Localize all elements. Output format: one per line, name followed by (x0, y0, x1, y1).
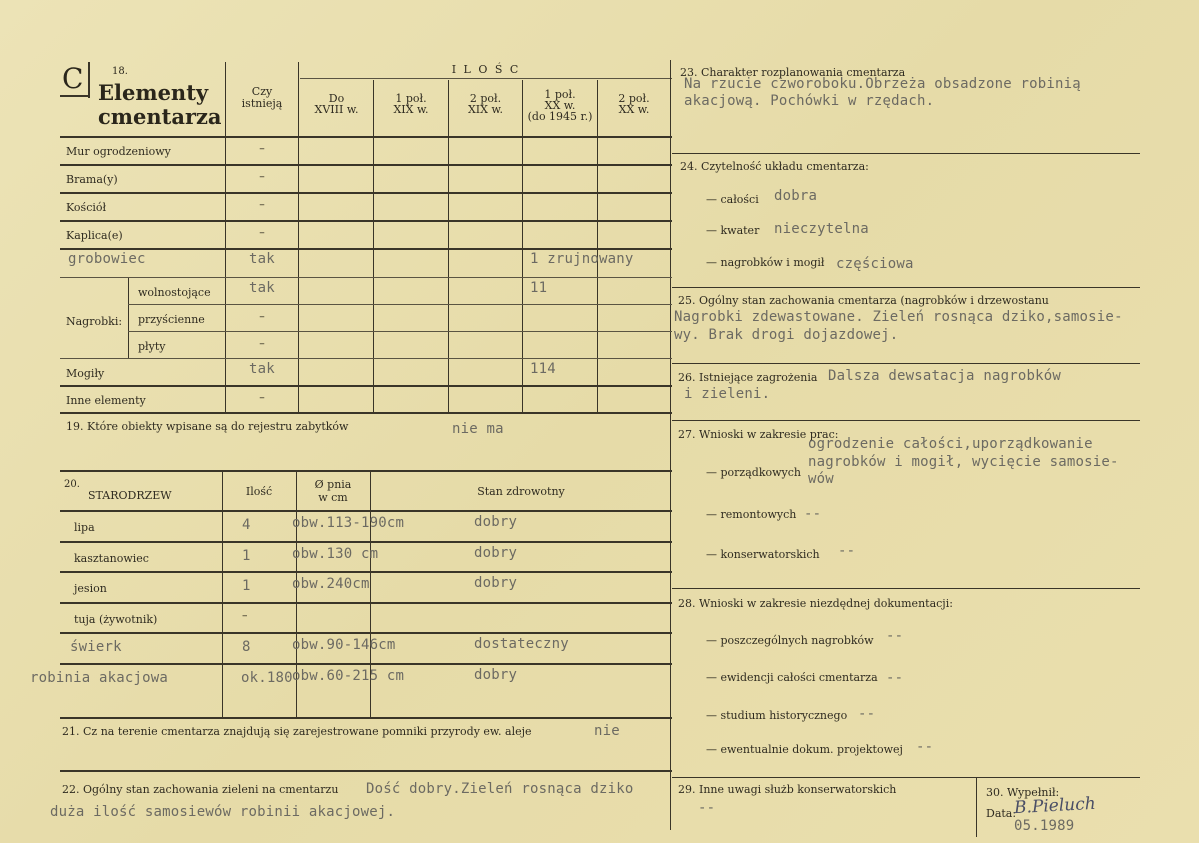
col-exists-header1: Czy (251, 85, 273, 98)
s28-item-ewidencji: — ewidencji całości cmentarza (706, 671, 878, 684)
s23-label: 23. Charakter rozplanowania cmentarza (680, 66, 906, 79)
s21-value: nie (594, 723, 620, 739)
row-value-9: 114 (530, 361, 556, 377)
tree-name-2: kasztanowiec (74, 552, 149, 565)
tree-diam-3: obw.240cm (292, 576, 370, 592)
row-exists-3: – (259, 198, 265, 211)
ilosc-header: I L O Ś C (451, 63, 521, 76)
row-exists-1: – (259, 142, 265, 155)
tree-diam-6: obw.60-215 cm (292, 668, 405, 684)
s21-label: 21. Cz na terenie cmentarza znajdują się zarejestrowane pomniki przyrody ew. aleje (62, 725, 532, 738)
row-exists-9: tak (249, 361, 275, 377)
s30-date-value: 05.1989 (1014, 818, 1075, 834)
row-label-4: Kaplica(e) (66, 229, 123, 242)
starodrzew-header: STARODRZEW (88, 489, 172, 502)
s22-value-line1: Dość dobry.Zieleń rosnąca dziko (366, 781, 634, 797)
tree-qty-1: 4 (242, 517, 251, 533)
s26-value-line2: i zieleni. (684, 386, 771, 402)
signature: B.Pieluch (1013, 793, 1097, 819)
s27-konserwatorskie-label: — konserwatorskich (706, 548, 820, 561)
s27-remontowe-value: -- (804, 506, 822, 522)
ilosc-col-header-1-line1: Do (328, 92, 345, 105)
s28-item-studium: — studium historycznego (706, 709, 848, 722)
s28-value-studium: -- (858, 706, 876, 722)
tree-qty-header: Ilość (245, 485, 273, 498)
s29-label: 29. Inne uwagi służb konserwatorskich (678, 783, 897, 796)
s19-value: nie ma (452, 421, 504, 437)
ilosc-col-header-5-line1: 2 poł. (618, 92, 650, 105)
s24-value-calosci: dobra (774, 188, 818, 204)
s29-value: -- (698, 800, 716, 816)
s24-label: 24. Czytelność układu cmentarza: (680, 160, 869, 173)
tree-health-5: dostateczny (474, 636, 569, 652)
row-label-8: płyty (138, 340, 166, 353)
s28-item-nagrobkow: — poszczególnych nagrobków (706, 634, 874, 647)
row-exists-8: – (259, 337, 265, 350)
s28-value-ewidencji: -- (886, 670, 904, 686)
ilosc-col-header-3-line1: 2 poł. (469, 92, 502, 105)
tree-name-5: świerk (70, 639, 122, 655)
row-exists-10: – (259, 391, 265, 404)
row-exists-5: tak (249, 251, 275, 267)
tree-qty-5: 8 (242, 639, 251, 655)
s18-number: 18. (112, 66, 128, 77)
s18-title-line1: Elementy (98, 80, 209, 105)
ilosc-col-header-4-line2: XX w. (544, 99, 576, 112)
s18-title-line2: cmentarza (98, 104, 222, 129)
row-label-6: wolnostojące (138, 286, 211, 299)
tree-diam-header1: Ø pnia (314, 478, 352, 491)
ilosc-col-header-2-line2: XIX w. (393, 103, 429, 116)
s25-label: 25. Ogólny stan zachowania cmentarza (nagrobków i drzewostanu (678, 294, 1049, 307)
ilosc-col-header-3-line2: XIX w. (467, 103, 504, 116)
tree-name-3: jesion (74, 582, 107, 595)
tree-diam-5: obw.90-146cm (292, 637, 396, 653)
row-label-10: Inne elementy (66, 394, 146, 407)
s25-value-line1: Nagrobki zdewastowane. Zieleń rosnąca dziko,samosie- (674, 309, 1123, 325)
s26-label: 26. Istniejące zagrożenia (678, 371, 818, 384)
tree-diam-header2: w cm (318, 491, 348, 504)
ilosc-col-header-1-line2: XVIII w. (314, 103, 359, 116)
ilosc-col-header-5-line2: XX w. (618, 103, 650, 116)
ilosc-col-header-4-line3: (do 1945 r.) (527, 110, 593, 123)
row-label-2: Brama(y) (66, 173, 118, 186)
s28-value-nagrobkow: -- (886, 628, 904, 644)
s24-item-kwater: — kwater (706, 224, 760, 237)
tree-qty-6: ok.180 (241, 670, 293, 686)
s24-value-kwater: nieczytelna (774, 221, 869, 237)
s27-porzadkowe-label: — porządkowych (706, 466, 801, 479)
s22-label: 22. Ogólny stan zachowania zieleni na cmentarzu (62, 783, 339, 796)
tree-diam-1: obw.113-190cm (292, 515, 405, 531)
section-letter: C (62, 62, 84, 95)
s22-value-line2: duża ilość samosiewów robinii akacjowej. (50, 804, 396, 820)
tree-name-1: lipa (74, 521, 95, 534)
tree-health-header: Stan zdrowotny (477, 485, 565, 498)
row-label-7: przyścienne (138, 313, 205, 326)
s25-value-line2: wy. Brak drogi dojazdowej. (674, 327, 899, 343)
col-exists-header2: istnieją (241, 97, 283, 110)
nagrobki-label: Nagrobki: (66, 315, 123, 328)
row-label-5: grobowiec (68, 251, 146, 267)
s24-value-nagrobkow: częściowa (836, 256, 914, 272)
tree-health-2: dobry (474, 545, 518, 561)
row-exists-2: – (259, 170, 265, 183)
ilosc-col-header-4-line1: 1 poł. (544, 88, 576, 101)
s26-value-line1: Dalsza dewsatacja nagrobków (828, 368, 1061, 384)
tree-health-1: dobry (474, 514, 518, 530)
s27-remontowe-label: — remontowych (706, 508, 797, 521)
s24-item-nagrobkow: — nagrobków i mogił (706, 256, 825, 269)
s23-value-line1: Na rzucie czworoboku.Obrzeża obsadzone robinią (684, 76, 1081, 92)
s27-konserwatorskie-value: -- (838, 543, 856, 559)
row-exists-4: – (259, 226, 265, 239)
row-label-3: Kościół (66, 201, 107, 214)
s27-porzadkowe-line3: wów (808, 471, 834, 487)
s27-porzadkowe-line2: nagrobków i mogił, wycięcie samosie- (808, 454, 1119, 470)
tree-qty-4: – (242, 609, 248, 622)
row-value-5: 1 zrujnowany (530, 251, 634, 267)
row-label-1: Mur ogrodzeniowy (66, 145, 171, 158)
row-value-6: 11 (530, 280, 548, 296)
row-exists-7: – (259, 310, 265, 323)
tree-health-6: dobry (474, 667, 518, 683)
s30-date-label: Data: (986, 807, 1017, 820)
row-label-9: Mogiły (66, 367, 105, 380)
tree-name-4: tuja (żywotnik) (74, 613, 158, 626)
s28-label: 28. Wnioski w zakresie niezdędnej dokumentacji: (678, 597, 953, 610)
tree-qty-2: 1 (242, 548, 251, 564)
s19-label: 19. Które obiekty wpisane są do rejestru zabytków (66, 420, 349, 433)
s28-value-projektowej: -- (916, 739, 934, 755)
s24-item-calosci: — całości (706, 193, 759, 206)
tree-qty-3: 1 (242, 578, 251, 594)
row-exists-6: tak (249, 280, 275, 296)
s30-label: 30. Wypełnił: (986, 786, 1060, 799)
tree-name-6: robinia akacjowa (30, 670, 169, 686)
s23-value-line2: akacjową. Pochówki w rzędach. (684, 93, 935, 109)
s20-number: 20. (64, 479, 80, 490)
s27-porzadkowe-line1: ogrodzenie całości,uporządkowanie (808, 436, 1093, 452)
ilosc-col-header-2-line1: 1 poł. (395, 92, 427, 105)
s27-label: 27. Wnioski w zakresie prac: (678, 428, 839, 441)
s28-item-projektowej: — ewentualnie dokum. projektowej (706, 743, 903, 756)
tree-diam-2: obw.130 cm (292, 546, 379, 562)
tree-health-3: dobry (474, 575, 518, 591)
